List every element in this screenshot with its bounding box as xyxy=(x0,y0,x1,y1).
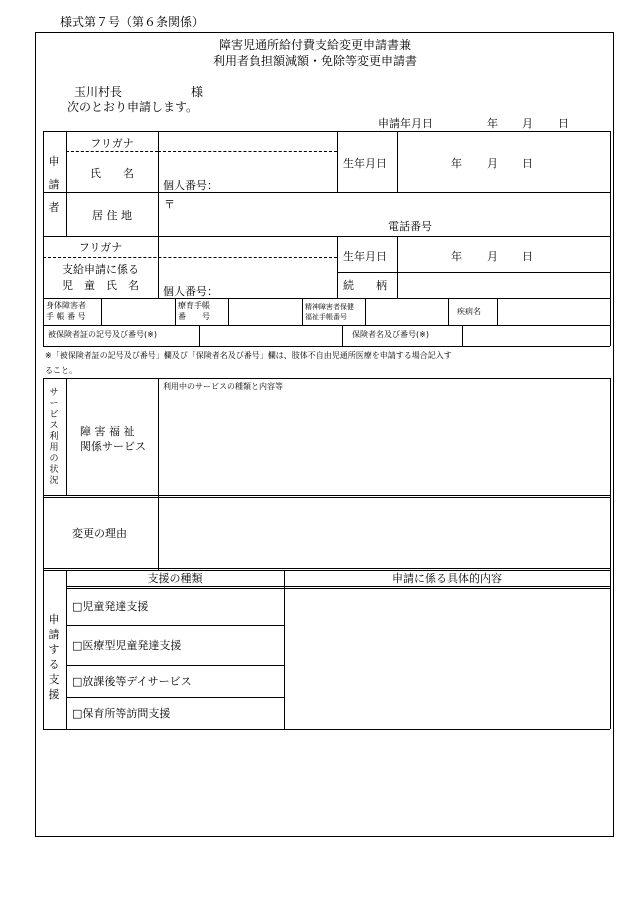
child-furigana-label: フリガナ xyxy=(78,241,123,254)
note-line1: ※「被保険者証の記号及び番号」欄及び「保険者名及び番号」欄は、肢体不自由児通所医療を申請する場合記入す xyxy=(45,351,452,360)
note-line2: ること。 xyxy=(45,366,77,375)
support-type-header: 支援の種類 xyxy=(147,572,203,585)
insurer-label: 保険者名及び番号(※) xyxy=(352,330,429,339)
insured-cert-label: 被保険者証の記号及び番号(※) xyxy=(48,330,157,339)
addressee-honorific: 様 xyxy=(191,85,204,99)
ryoiku-cert-label-line1: 療育手帳 xyxy=(178,301,210,310)
support-option-medical-child-development[interactable]: □医療型児童発達支援 xyxy=(72,639,182,652)
applicant-address-label: 居 住 地 xyxy=(92,209,132,222)
change-reason-label: 変更の理由 xyxy=(72,527,127,540)
support-option-nursery-visit[interactable]: □保育所等訪問支援 xyxy=(72,707,171,720)
form-title-line2: 利用者負担額減額・免除等変更申請書 xyxy=(212,54,417,68)
child-birth-year: 年 xyxy=(451,250,462,263)
child-birth-month: 月 xyxy=(487,250,498,263)
child-label-line2: 児 童 氏 名 xyxy=(62,279,139,292)
disease-label: 疾病名 xyxy=(457,307,481,316)
application-date-year: 年 xyxy=(487,117,498,130)
child-birthdate-label: 生年月日 xyxy=(343,250,387,263)
applicant-furigana-label: フリガナ xyxy=(90,137,134,150)
phone-label: 電話番号 xyxy=(388,220,432,233)
service-category-line2: 関係サービス xyxy=(80,440,146,453)
support-option-child-development[interactable]: □児童発達支援 xyxy=(72,600,149,613)
application-date-day: 日 xyxy=(558,117,569,130)
applicant-name-label: 氏 名 xyxy=(90,167,134,180)
service-content-label: 利用中のサービスの種類と内容等 xyxy=(163,382,283,391)
application-date-month: 月 xyxy=(522,117,533,130)
applicant-personal-number-label: 個人番号： xyxy=(163,179,218,192)
application-intro: 次のとおり申請します。 xyxy=(67,100,199,114)
support-option-after-school-day-service[interactable]: □放課後等デイサービス xyxy=(72,675,192,688)
applicant-birthdate-label: 生年月日 xyxy=(343,157,387,170)
addressee-mayor: 玉川村長 xyxy=(74,85,123,99)
mental-cert-label-line2: 福祉手帳番号 xyxy=(305,313,347,321)
service-usage-section-label: サービス利用の状況 xyxy=(49,388,59,486)
application-date-label: 申請年月日 xyxy=(378,117,433,130)
form-number: 様式第７号（第６条関係） xyxy=(60,15,205,29)
applicant-birth-day: 日 xyxy=(522,157,533,170)
ryoiku-cert-label-line2: 番 号 xyxy=(178,312,210,321)
support-detail-header: 申請に係る具体的内容 xyxy=(392,572,502,585)
child-personal-number-label: 個人番号： xyxy=(163,285,218,298)
physical-cert-label-line2: 手 帳 番 号 xyxy=(46,312,86,321)
physical-cert-label-line1: 身体障害者 xyxy=(46,301,86,310)
support-section-label: 申請する支援 xyxy=(48,613,60,701)
service-category-line1: 障 害 福 祉 xyxy=(80,425,135,438)
postal-mark: 〒 xyxy=(164,198,175,211)
form-title-line1: 障害児通所給付費支給変更申請書兼 xyxy=(218,38,411,52)
child-birth-day: 日 xyxy=(522,250,533,263)
applicant-section-label: 申請者 xyxy=(48,155,60,214)
applicant-birth-month: 月 xyxy=(487,157,498,170)
child-relationship-label: 続 柄 xyxy=(343,279,387,292)
applicant-birth-year: 年 xyxy=(451,157,462,170)
child-label-line1: 支給申請に係る xyxy=(62,263,139,276)
mental-cert-label-line1: 精神障害者保健 xyxy=(305,303,354,311)
